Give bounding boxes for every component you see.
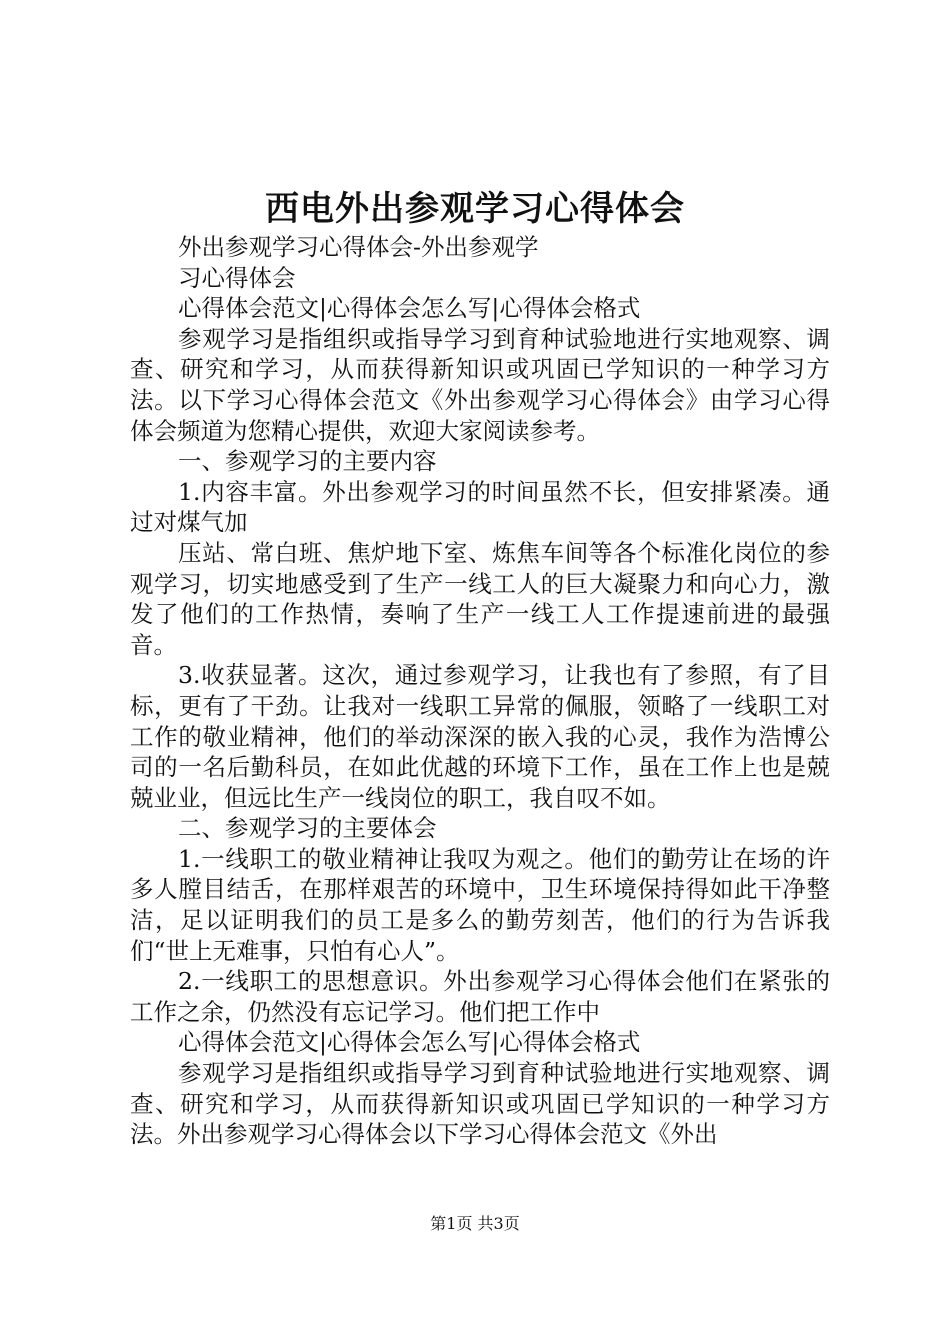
- section-heading: 二、参观学习的主要体会: [178, 814, 437, 843]
- document-title: 西电外出参观学习心得体会: [265, 189, 685, 229]
- paragraph: 1.一线职工的敬业精神让我叹为观之。他们的勤劳让在场的许多人膛目结舌，在那样艰苦的环境中，卫生环境保持得如此干净整洁，足以证明我们的员工是多么的勤劳刻苦，他们的行为告诉我们“世上无难事，只怕有心人”。: [130, 844, 830, 965]
- paragraph: 心得体会范文|心得体会怎么写|心得体会格式: [178, 1028, 641, 1057]
- section-heading: 一、参观学习的主要内容: [178, 447, 437, 476]
- document-body: [130, 232, 830, 1150]
- paragraph: 2.一线职工的思想意识。外出参观学习心得体会他们在紧张的工作之余，仍然没有忘记学习。他们把工作中: [130, 967, 830, 1026]
- paragraph: 参观学习是指组织或指导学习到育种试验地进行实地观察、调查、研究和学习，从而获得新知识或巩固已学知识的一种学习方法。外出参观学习心得体会以下学习心得体会范文《外出: [130, 1059, 830, 1149]
- paragraph: 心得体会范文|心得体会怎么写|心得体会格式: [178, 294, 641, 323]
- paragraph: 参观学习是指组织或指导学习到育种试验地进行实地观察、调查、研究和学习，从而获得新知识或巩固已学知识的一种学习方法。以下学习心得体会范文《外出参观学习心得体会》由学习心得体会频道为您精心提供，欢迎大家阅读参考。: [130, 324, 830, 445]
- paragraph: 1.内容丰富。外出参观学习的时间虽然不长，但安排紧凑。通过对煤气加: [130, 477, 830, 537]
- paragraph: 3.收获显著。这次，通过参观学习，让我也有了参照，有了目标，更有了干劲。让我对一线职工异常的佩服，领略了一线职工对工作的敬业精神，他们的举动深深的嵌入我的心灵，我作为浩博公司的一名后勤科员，在如此优越的环境下工作，虽在工作上也是兢兢业业，但远比生产一线岗位的职工，我自叹不如。: [130, 661, 830, 812]
- paragraph: 习心得体会: [178, 263, 296, 292]
- paragraph: 外出参观学习心得体会-外出参观学: [178, 233, 539, 261]
- page-number-footer: 第1页 共3页: [430, 1214, 520, 1233]
- paragraph: 压站、常白班、焦炉地下室、炼焦车间等各个标准化岗位的参观学习，切实地感受到了生产一线工人的巨大凝聚力和向心力，激发了他们的工作热情，奏响了生产一线工人工作提速前进的最强音。: [130, 538, 830, 659]
